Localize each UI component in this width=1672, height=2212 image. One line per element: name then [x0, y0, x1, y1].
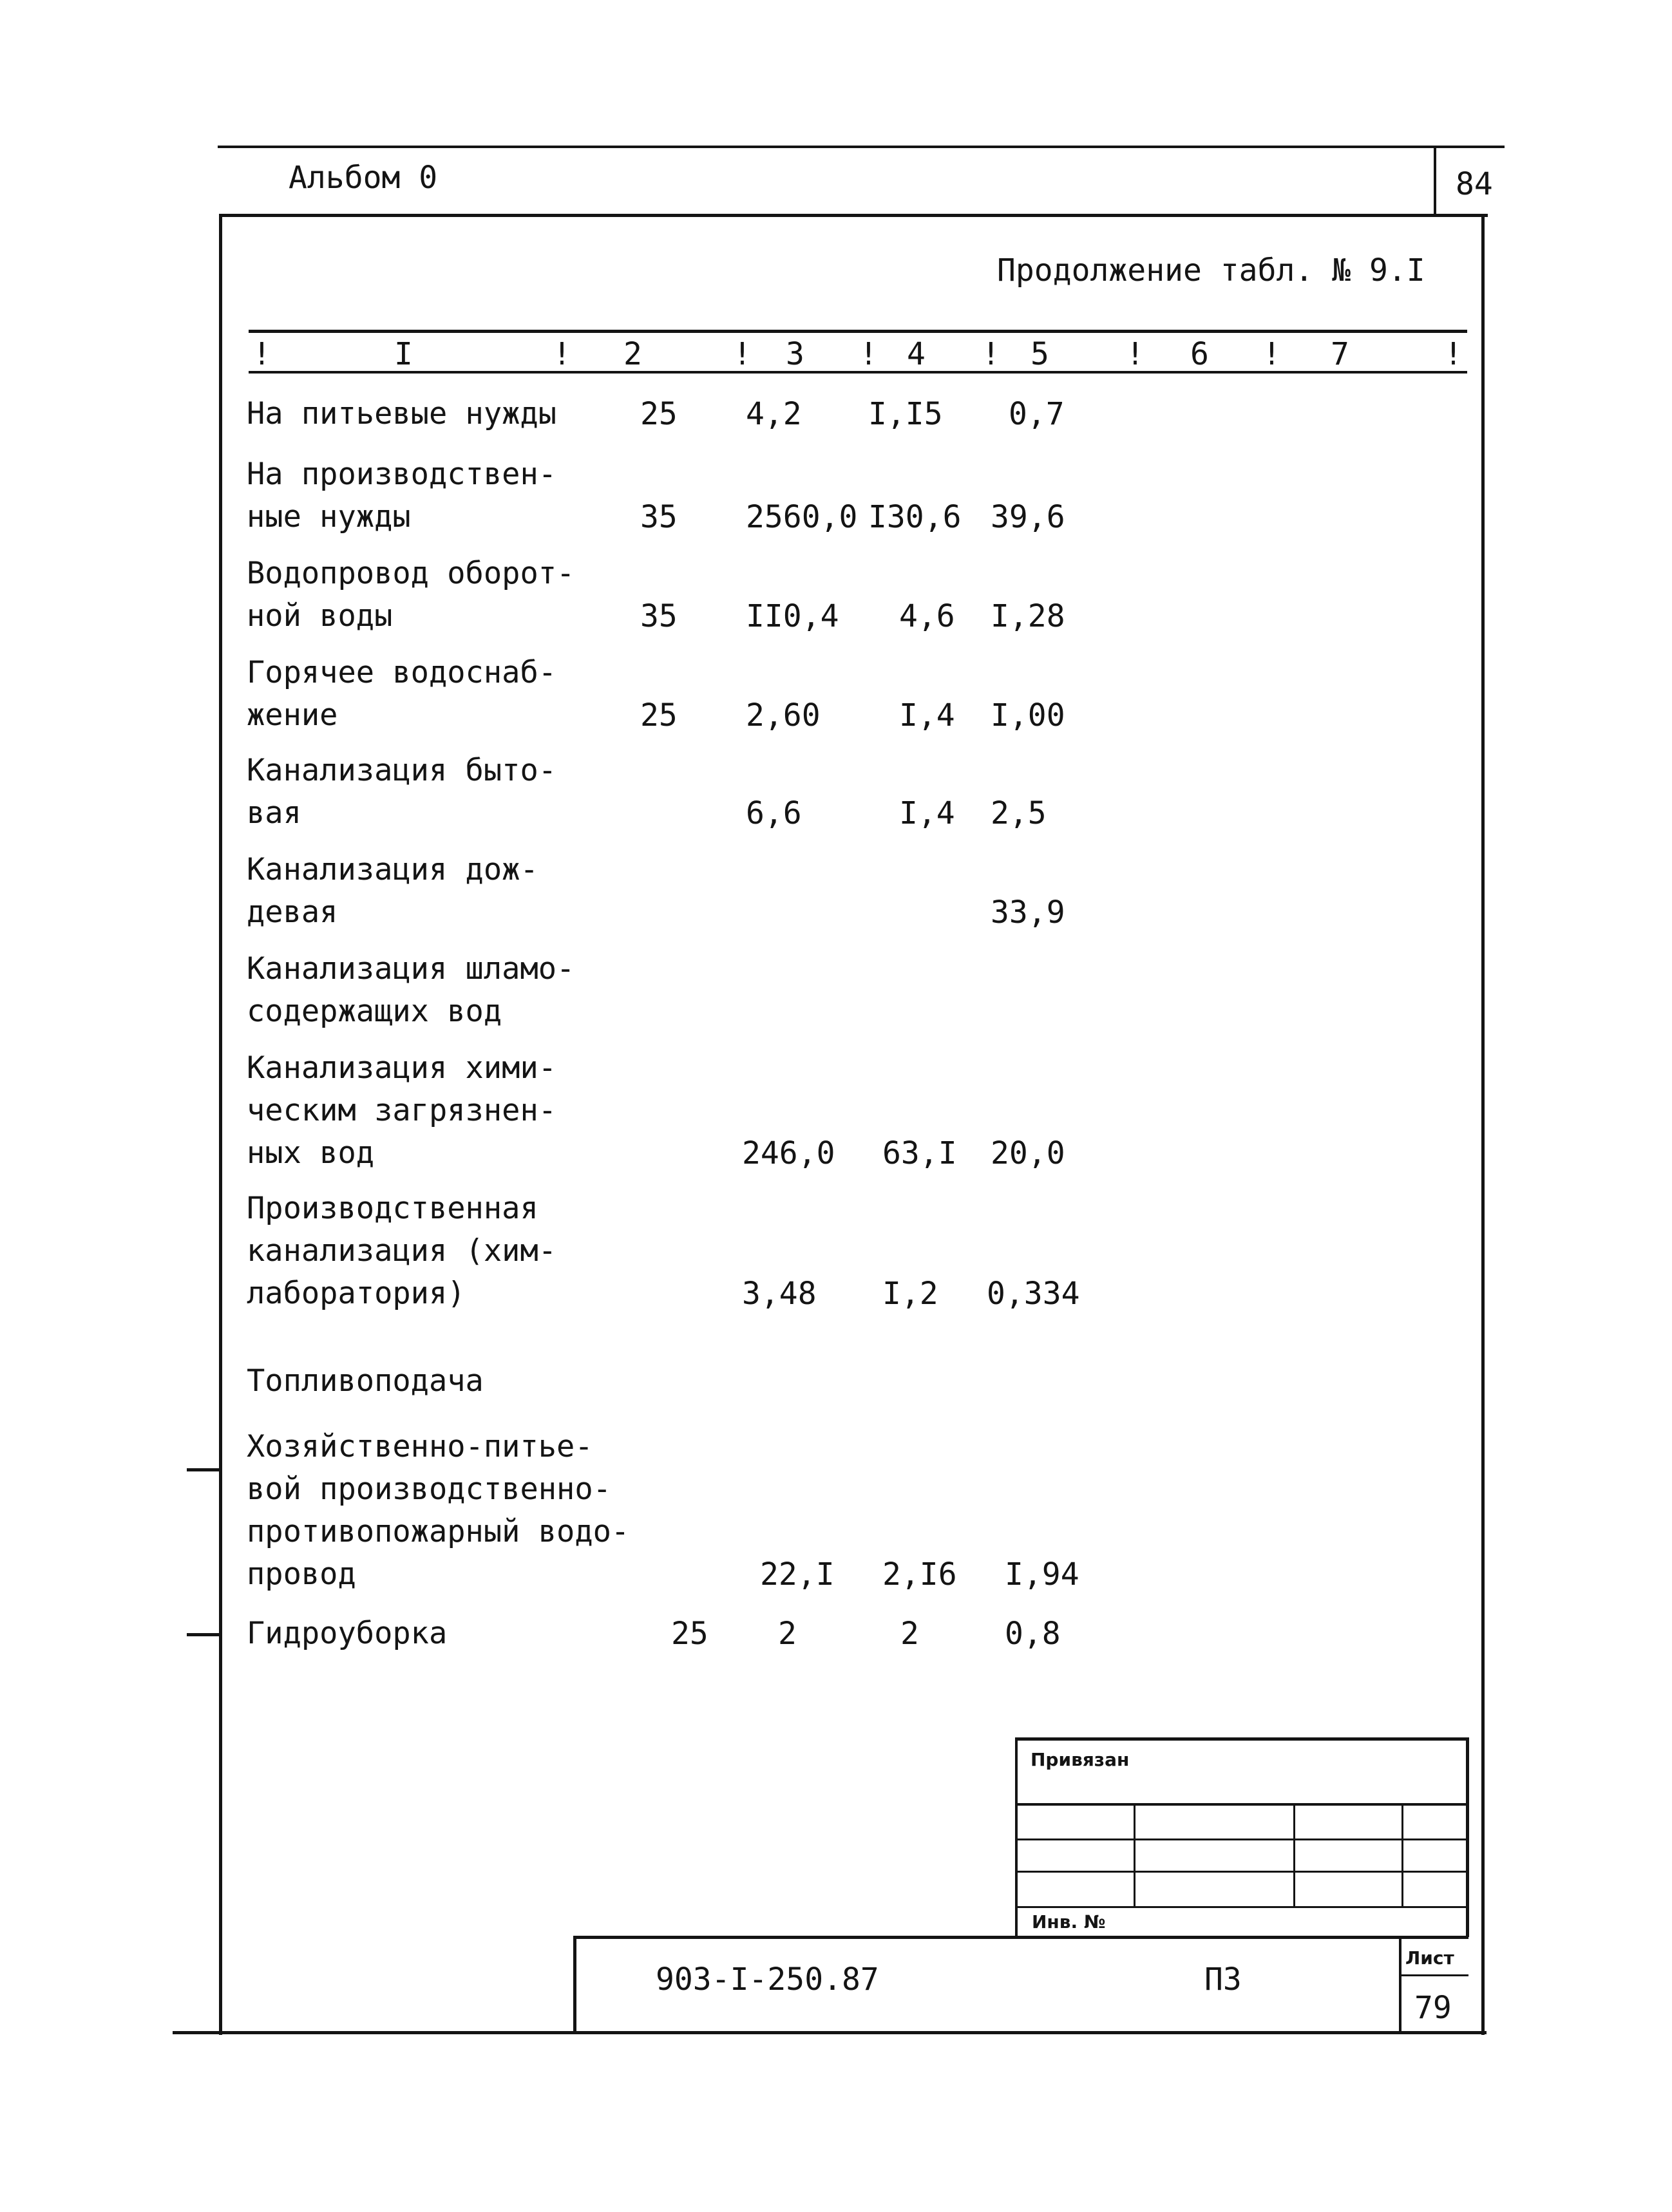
column-header-2: 2	[623, 336, 642, 372]
column-separator: !	[1444, 336, 1463, 372]
column-separator: !	[252, 336, 271, 372]
cell-col3: 2,60	[746, 697, 821, 733]
table-row-name: Канализация хими- ческим загрязнен- ных вод	[247, 1050, 557, 1171]
column-header-rule-bottom	[249, 371, 1467, 373]
table-row-name: Канализация шламо- содержащих вод	[247, 951, 575, 1029]
margin-tick	[187, 1468, 222, 1471]
cell-col2: 35	[640, 598, 678, 634]
column-header-3: 3	[786, 336, 804, 372]
cell-col5: 0,7	[1009, 396, 1065, 432]
cell-col3: 3,48	[742, 1276, 817, 1312]
cell-col5: 33,9	[991, 894, 1065, 931]
column-header-5: 5	[1031, 336, 1049, 372]
frame-left	[219, 214, 222, 2035]
cell-col3: 246,0	[742, 1135, 835, 1171]
cell-col4: I,2	[882, 1276, 938, 1312]
cell-col2: 25	[640, 697, 678, 733]
cell-col5: 39,6	[991, 499, 1065, 535]
column-separator: !	[553, 336, 571, 372]
cell-col5: 2,5	[991, 795, 1047, 831]
cell-col5: 0,8	[1005, 1616, 1061, 1652]
cell-col3: 22,I	[760, 1556, 835, 1593]
cell-col4: 4,6	[899, 598, 955, 634]
cell-col5: I,28	[991, 598, 1065, 634]
column-header-6: 6	[1190, 336, 1209, 372]
table-row-name: Горячее водоснаб- жение	[247, 655, 557, 733]
cell-col4: 63,I	[882, 1135, 957, 1171]
stamp-sheet-label: Лист	[1405, 1947, 1454, 1969]
stamp-tied-label: Привязан	[1031, 1749, 1130, 1770]
cell-col4: I30,6	[868, 499, 962, 535]
table-row-name: Хозяйственно-питье- вой производственно- противопожарный водо- провод	[247, 1429, 630, 1592]
cell-col2: 35	[640, 499, 678, 535]
column-header-7: 7	[1331, 336, 1349, 372]
cell-col4: I,I5	[868, 396, 943, 432]
cell-col4: I,4	[899, 795, 955, 831]
page-number-box-left	[1434, 147, 1436, 216]
stamp-section: ПЗ	[1204, 1961, 1242, 1998]
column-separator: !	[1126, 336, 1145, 372]
column-separator: !	[859, 336, 878, 372]
cell-col3: 4,2	[746, 396, 802, 432]
cell-col4: 2,I6	[882, 1556, 957, 1593]
cell-col2: 25	[640, 396, 678, 432]
cell-col5: I,00	[991, 697, 1065, 733]
column-header-4: 4	[907, 336, 926, 372]
column-separator: !	[982, 336, 1000, 372]
margin-tick	[187, 1633, 222, 1636]
table-row-name: Водопровод оборот- ной воды	[247, 556, 575, 634]
album-label: Альбом 0	[289, 160, 438, 196]
column-separator: !	[733, 336, 752, 372]
stamp-inv-label: Инв. №	[1032, 1911, 1106, 1933]
table-row-name: Производственная канализация (хим- лаборатория)	[247, 1191, 557, 1311]
top-rule	[218, 146, 1505, 148]
cell-col4: 2	[900, 1616, 919, 1652]
page-number: 84	[1456, 166, 1493, 202]
frame-top	[219, 214, 1488, 217]
table-row-name: Канализация быто- вая	[247, 753, 557, 831]
table-caption: Продолжение табл. № 9.I	[997, 252, 1425, 288]
stamp-sheet-number: 79	[1414, 1990, 1452, 2026]
column-header-1: I	[394, 336, 413, 372]
table-row-name: На производствен- ные нужды	[247, 457, 557, 534]
cell-col2: 25	[671, 1616, 708, 1652]
table-row-name: Топливоподача	[247, 1363, 484, 1399]
cell-col5: 0,334	[987, 1276, 1080, 1312]
column-header-rule-top	[249, 330, 1467, 333]
table-row-name: Гидроуборка	[247, 1616, 448, 1651]
cell-col5: 20,0	[991, 1135, 1065, 1171]
cell-col5: I,94	[1005, 1556, 1079, 1593]
frame-right	[1481, 214, 1485, 2035]
cell-col3: II0,4	[746, 598, 839, 634]
table-row-name: Канализация дож- девая	[247, 852, 538, 930]
cell-col3: 2560,0	[746, 499, 858, 535]
frame-bottom	[173, 2031, 1487, 2034]
cell-col4: I,4	[899, 697, 955, 733]
column-separator: !	[1262, 336, 1281, 372]
cell-col3: 2	[778, 1616, 797, 1652]
stamp-doc-code: 903-I-250.87	[656, 1961, 879, 1998]
cell-col3: 6,6	[746, 795, 802, 831]
table-row-name: На питьевые нужды	[247, 396, 557, 431]
